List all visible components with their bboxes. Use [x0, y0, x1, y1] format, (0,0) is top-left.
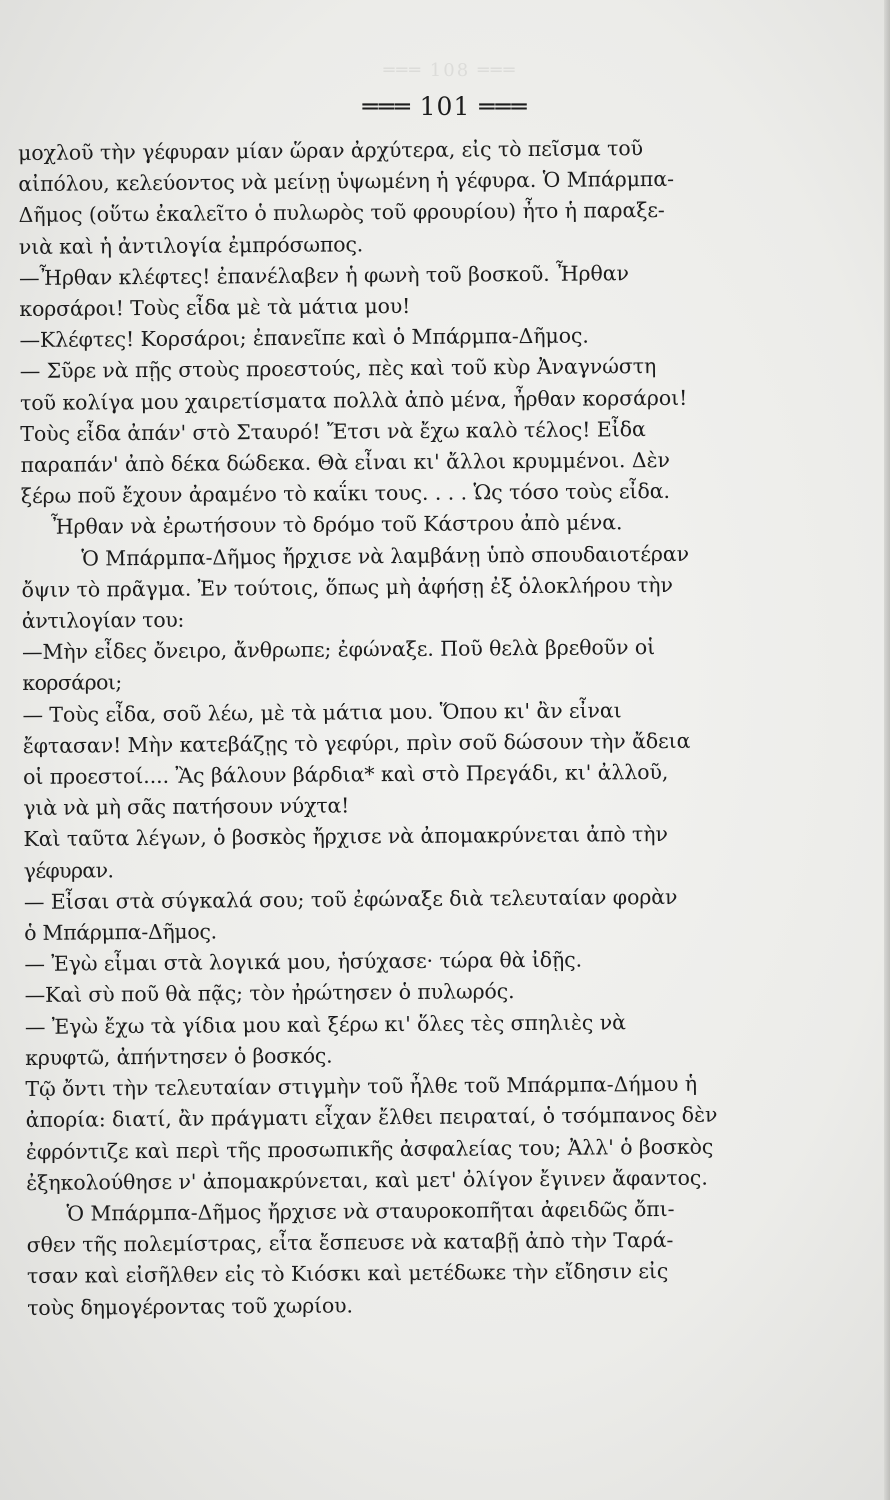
- text-line: αἰπόλου, κελεύοντος νὰ μείνῃ ὑψωμένη ἡ γέφυρα. Ὁ Μπάρμπα-: [18, 167, 674, 197]
- text-line: τοῦ κολίγα μου χαιρετίσματα πολλὰ ἀπὸ μένα, ἦρθαν κορσάροι!: [19, 385, 688, 415]
- text-line: Τῷ ὄντι τὴν τελευταίαν στιγμὴν τοῦ ἦλθε τοῦ Μπάρμπα-Δήμου ἡ: [25, 1071, 698, 1102]
- text-line: γιὰ νὰ μὴ σᾶς πατήσουν νύχτα!: [23, 793, 350, 821]
- text-line: παραπάν' ἀπὸ δέκα δώδεκα. Θὰ εἶναι κι' ἄλλοι κρυμμένοι. Δὲν: [20, 447, 670, 478]
- text-line: ὄψιν τὸ πρᾶγμα. Ἐν τούτοις, ὅπως μὴ ἀφήσῃ ἐξ ὁλοκλήρου τὴν: [21, 572, 673, 602]
- text-line: κορσάροι;: [22, 670, 122, 696]
- text-line: — Τοὺς εἶδα, σοῦ λέω, μὲ τὰ μάτια μου. Ὅπου κι' ἂν εἶναι: [22, 697, 622, 727]
- text-line: νιὰ καὶ ἡ ἀντιλογία ἐμπρόσωπος.: [18, 231, 364, 259]
- text-line: ἀπορία: διατί, ἂν πράγματι εἶχαν ἔλθει πειραταί, ὁ τσόμπανος δὲν: [25, 1102, 718, 1133]
- text-line: κορσάροι! Τοὺς εἶδα μὲ τὰ μάτια μου!: [19, 293, 411, 322]
- text-line: Ἦρθαν νὰ ἐρωτήσουν τὸ δρόμο τοῦ Κάστρου ἀπὸ μένα.: [50, 510, 623, 540]
- text-line: ἔφτασαν! Μὴν κατεβάζῃς τὸ γεφύρι, πρὶν σοῦ δώσουν τὴν ἄδεια: [22, 728, 691, 758]
- text-line: — Εἶσαι στὰ σύγκαλά σου; τοῦ ἐφώναξε διὰ τελευταίαν φορὰν: [23, 884, 678, 914]
- text-line: —Καὶ σὺ ποῦ θὰ πᾷς; τὸν ἠρώτησεν ὁ πυλωρός.: [24, 979, 515, 1008]
- text-line: —Ἦρθαν κλέφτες! ἐπανέλαβεν ἡ φωνὴ τοῦ βοσκοῦ. Ἦρθαν: [19, 261, 629, 290]
- text-line: κρυφτῶ, ἀπήντησεν ὁ βοσκός.: [25, 1043, 333, 1070]
- text-line: — Ἐγὼ εἶμαι στὰ λογικά μου, ἡσύχασε· τώρα θὰ ἰδῇς.: [24, 947, 583, 977]
- text-line: Ὁ Μπάρμπα-Δῆμος ἤρχισε νὰ σταυροκοπῆται ἀφειδῶς ὄπι-: [66, 1196, 675, 1226]
- page-number: ═══ 101 ═══: [362, 92, 528, 121]
- page-edge: [884, 0, 890, 1500]
- text-line: οἱ προεστοί.... Ἂς βάλουν βάρδια* καὶ στὸ Πρεγάδι, κι' ἀλλοῦ,: [22, 759, 669, 790]
- text-line: ξέρω ποῦ ἔχουν ἀραμένο τὸ καΐκι τους. . . . Ὡς τόσο τοὺς εἶδα.: [20, 479, 670, 509]
- text-line: —Μὴν εἶδες ὄνειρο, ἄνθρωπε; ἐφώναξε. Ποῦ θελὰ βρεθοῦν οἱ: [21, 635, 656, 665]
- text-line: μοχλοῦ τὴν γέφυραν μίαν ὥραν ἀρχύτερα, εἰς τὸ πεῖσμα τοῦ: [18, 136, 644, 165]
- text-line: τοὺς δημογέροντας τοῦ χωρίου.: [27, 1292, 353, 1320]
- text-line: ὁ Μπάρμπα-Δῆμος.: [24, 919, 217, 946]
- text-line: Δῆμος (οὕτω ἐκαλεῖτο ὁ πυλωρὸς τοῦ φρουρίου) ἦτο ἡ παραξε-: [18, 198, 665, 228]
- text-line: γέφυραν.: [23, 857, 114, 883]
- text-line: —Κλέφτες! Κορσάροι; ἐπανεῖπε καὶ ὁ Μπάρμπα-Δῆμος.: [19, 323, 589, 353]
- text-line: σθεν τῆς πολεμίστρας, εἶτα ἔσπευσε νὰ καταβῇ ἀπὸ τὴν Ταρά-: [26, 1227, 674, 1258]
- bleed-through-text: ═══ 108 ═══: [383, 60, 517, 81]
- text-line: ἐφρόντιζε καὶ περὶ τῆς προσωπικῆς ἀσφαλείας του; Ἀλλ' ὁ βοσκὸς: [25, 1134, 714, 1164]
- text-line: — Ἐγὼ ἔχω τὰ γίδια μου καὶ ξέρω κι' ὅλες τὲς σπηλιὲς νὰ: [24, 1009, 626, 1039]
- text-line: Τοὺς εἶδα ἀπάν' στὸ Σταυρό! Ἔτσι νὰ ἔχω καλὸ τέλος! Εἶδα: [20, 416, 646, 446]
- text-line: Καὶ ταῦτα λέγων, ὁ βοσκὸς ἤρχισε νὰ ἀπομακρύνεται ἀπὸ τὴν: [23, 822, 668, 852]
- page-body-text: [18, 132, 787, 1324]
- text-line: τσαν καὶ εἰσῆλθεν εἰς τὸ Κιόσκι καὶ μετέδωκε τὴν εἴδησιν εἰς: [26, 1259, 669, 1289]
- text-line: ἀντιλογίαν του:: [21, 607, 185, 634]
- text-line: ἐξηκολούθησε ν' ἀπομακρύνεται, καὶ μετ' ὀλίγον ἔγινεν ἄφαντος.: [26, 1165, 708, 1195]
- text-line: Ὁ Μπάρμπα-Δῆμος ἤρχισε νὰ λαμβάνῃ ὑπὸ σπουδαιοτέραν: [81, 541, 690, 571]
- text-line: — Σῦρε νὰ πῇς στοὺς προεστούς, πὲς καὶ τοῦ κὺρ Ἀναγνώστη: [19, 354, 657, 384]
